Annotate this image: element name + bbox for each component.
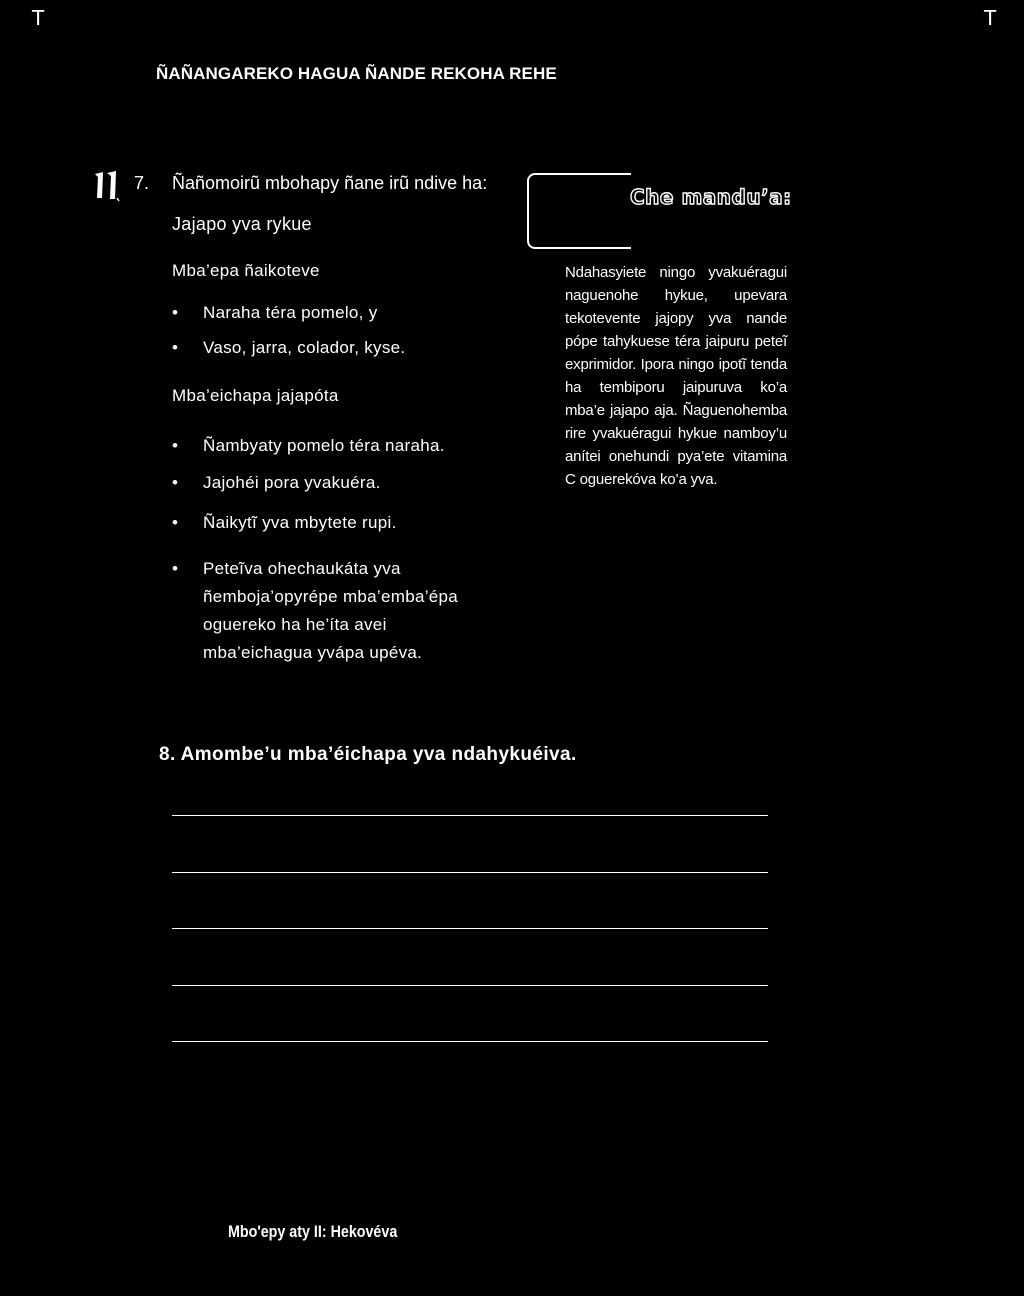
step-item-1: Ñambyaty pomelo téra naraha. [203, 436, 445, 455]
bullet: • [172, 513, 179, 532]
exercise-7-number: 7. [134, 173, 150, 193]
answer-line-5[interactable] [172, 1041, 768, 1042]
answer-line-4[interactable] [172, 985, 768, 986]
list-item [172, 338, 405, 373]
people-group-icon [92, 168, 126, 202]
list-item [172, 513, 493, 560]
recipe-title: Jajapo yva rykue [172, 214, 312, 234]
steps-list [172, 436, 493, 667]
material-item-2: Vaso, jarra, colador, kyse. [203, 338, 406, 357]
note-frame [527, 173, 631, 249]
answer-line-2[interactable] [172, 872, 768, 873]
list-item [172, 473, 493, 510]
list-item [172, 303, 405, 338]
answer-line-1[interactable] [172, 815, 768, 816]
materials-heading: Mba’epa ñaikoteve [172, 261, 320, 280]
exercise-group-icon [92, 168, 126, 209]
bullet: • [172, 338, 179, 357]
list-item [172, 436, 493, 473]
exercise-8-prompt [159, 744, 577, 766]
bullet: • [172, 559, 179, 578]
steps-heading: Mba’eichapa jajapóta [172, 386, 339, 405]
bullet: • [172, 303, 179, 322]
exercise-8-number: 8. [159, 744, 176, 765]
corner-mark-right: T [984, 6, 997, 30]
bullet: • [172, 436, 179, 455]
exercise-7-question: Ñañomoirũ mbohapy ñane irũ ndive ha: [172, 173, 488, 193]
list-item [172, 555, 493, 667]
materials-list [172, 303, 405, 373]
bullet: • [172, 473, 179, 492]
page-footer: Mbo'epy aty II: Hekovéva [228, 1222, 398, 1241]
note-text: Ndahasyiete ningo yvakuéragui naguenohe hykue, upevara tekotevente jajopy yva nande pópe tahykuese téra jaipuru peteĩ exprimidor. Ipora ningo ipotĩ tenda ha tembiporu jaipuruva ko’a mba’e jajapo aja. Ñaguenohemba rire yvakuéragui hykue namboy’u anítei onehundi pya’ete vitamina C oguerekóva ko’a yva. [565, 264, 787, 488]
exercise-8-text: Amombe’u mba’éichapa yva ndahykuéiva. [180, 744, 577, 765]
step-item-4: Peteĩva ohechaukáta yva ñemboja’opyrépe mba’emba’épa oguereko ha he’íta avei mba’eichagua yvápa upéva. [203, 559, 459, 662]
material-item-1: Naraha téra pomelo, y [203, 303, 378, 322]
step-item-3: Ñaikytĩ yva mbytete rupi. [203, 513, 397, 532]
step-item-2: Jajohéi pora yvakuéra. [203, 473, 381, 492]
page-header-title: ÑAÑANGAREKO HAGUA ÑANDE REKOHA REHE [156, 64, 557, 83]
corner-mark-left: T [32, 6, 45, 30]
answer-line-3[interactable] [172, 928, 768, 929]
note-title: Che mandu’a: [630, 185, 792, 209]
